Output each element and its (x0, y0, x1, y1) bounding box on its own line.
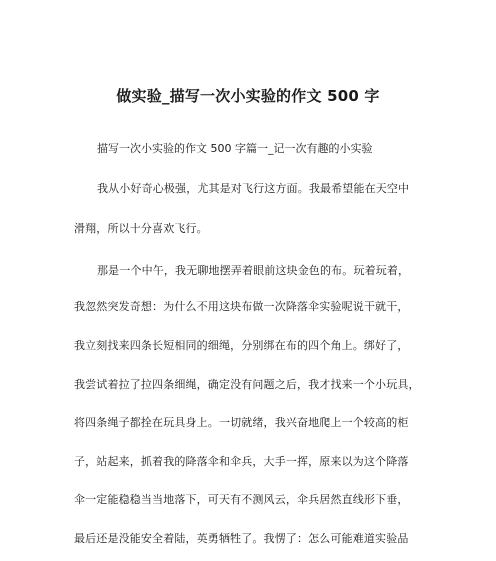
paragraph-line: 那是一个中午，我无聊地摆弄着眼前这块金色的布。玩着玩着， (97, 264, 410, 277)
paragraph-line: 我忽然突发奇想：为什么不用这块布做一次降落伞实验呢说干就干， (74, 300, 409, 313)
document-subtitle: 描写一次小实验的作文 500 字篇一_记一次有趣的小实验 (97, 142, 373, 155)
paragraph-line: 滑翔，所以十分喜欢飞行。 (74, 222, 208, 235)
paragraph-line: 子，站起来，抓着我的降落伞和伞兵，大手一挥，原来以为这个降落 (74, 455, 409, 468)
paragraph-line: 最后还是没能安全着陆，英勇牺牲了。我愣了：怎么可能难道实验品 (74, 532, 409, 545)
paragraph-line: 我从小好奇心极强，尤其是对飞行这方面。我最希望能在天空中 (97, 182, 410, 195)
paragraph-line: 伞一定能稳稳当当地落下，可天有不测风云，伞兵居然直线形下垂， (74, 493, 409, 506)
paragraph-line: 我尝试着拉了拉四条细绳，确定没有问题之后，我才找来一个小玩具， (74, 378, 420, 391)
paragraph-line: 我立刻找来四条长短相同的细绳，分别绑在布的四个角上。绑好了， (74, 339, 409, 352)
document-title: 做实验_描写一次小实验的作文 500 字 (116, 87, 380, 105)
paragraph-line: 将四条绳子都拴在玩具身上。一切就绪，我兴奋地爬上一个较高的柜 (74, 416, 409, 429)
